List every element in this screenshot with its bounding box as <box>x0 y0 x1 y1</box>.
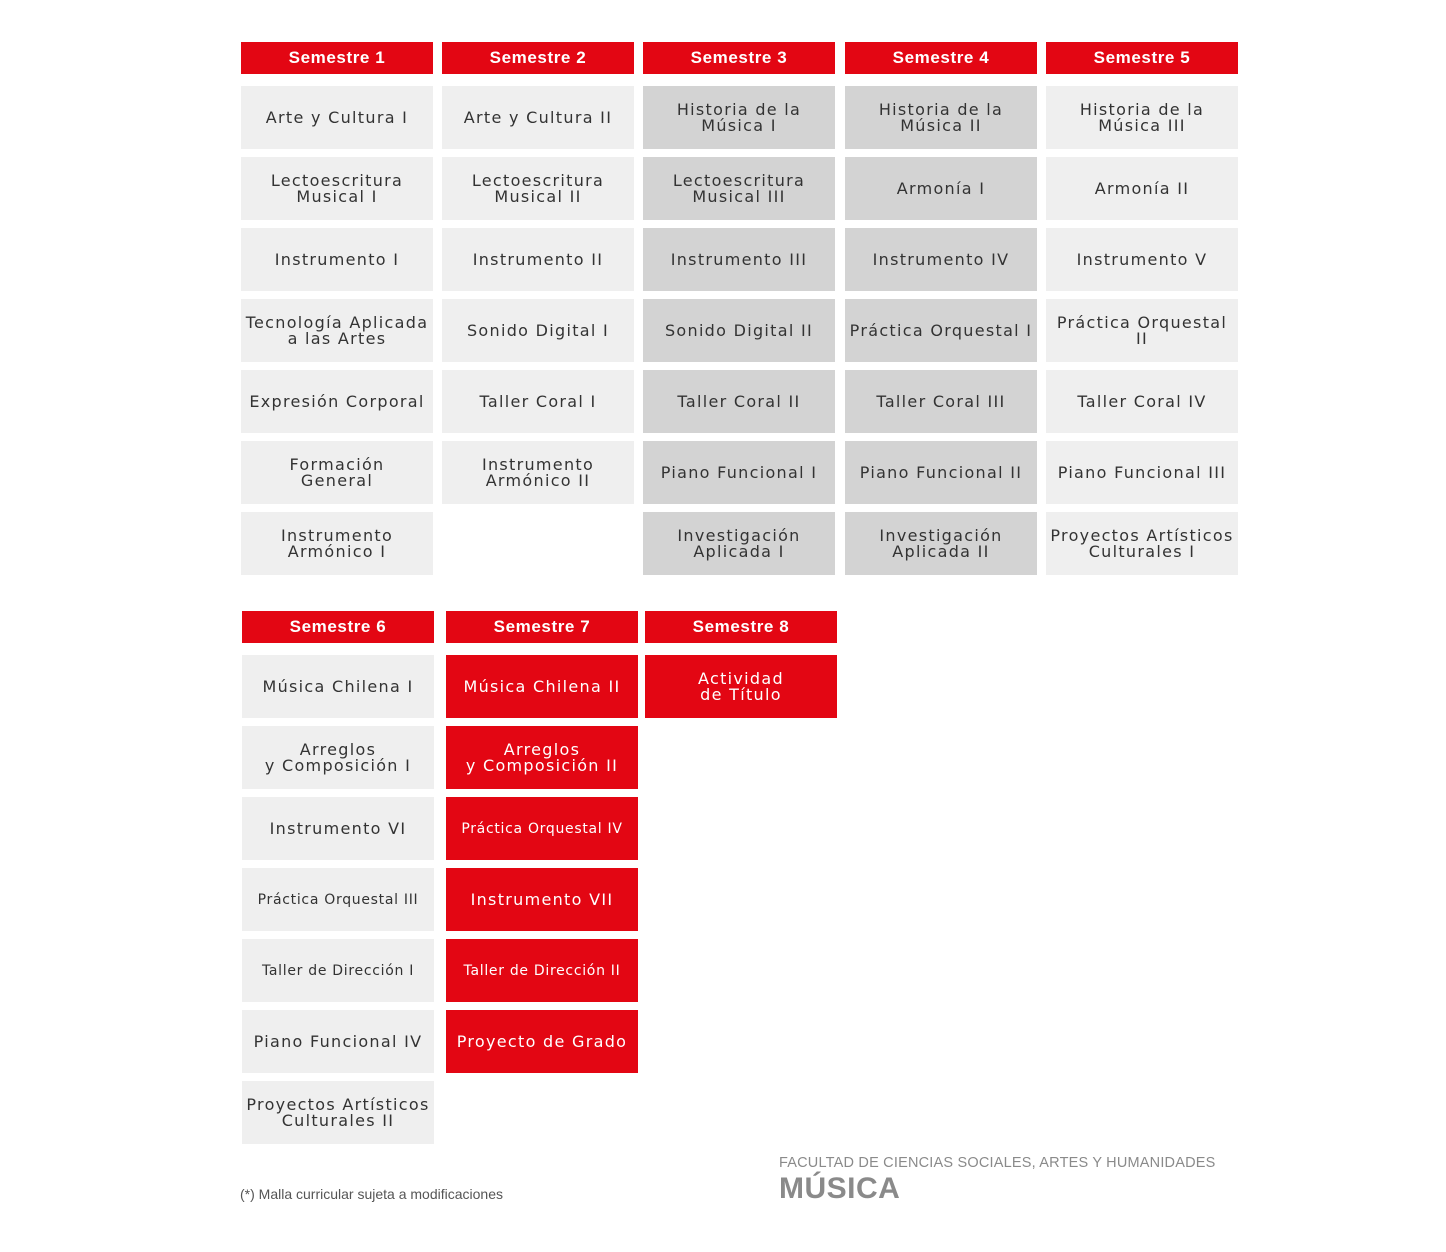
course-cell: Proyectos Artísticos Culturales I <box>1046 512 1238 575</box>
course-cell: Armonía II <box>1046 157 1238 220</box>
course-cell: Arreglos y Composición I <box>242 726 434 789</box>
course-cell: Historia de la Música I <box>643 86 835 149</box>
course-cell: Formación General <box>241 441 433 504</box>
semester-4-column <box>845 42 1037 583</box>
semester-6-column <box>242 611 434 1152</box>
course-cell: Piano Funcional II <box>845 441 1037 504</box>
semester-7-column <box>446 611 638 1081</box>
course-cell: Arte y Cultura II <box>442 86 634 149</box>
course-cell: Historia de la Música III <box>1046 86 1238 149</box>
course-cell: Instrumento Armónico I <box>241 512 433 575</box>
course-cell: Instrumento Armónico II <box>442 441 634 504</box>
semester-header: Semestre 6 <box>242 611 434 643</box>
course-cell: Investigación Aplicada II <box>845 512 1037 575</box>
course-cell: Instrumento I <box>241 228 433 291</box>
semester-header: Semestre 2 <box>442 42 634 74</box>
semester-header: Semestre 5 <box>1046 42 1238 74</box>
course-cell: Proyectos Artísticos Culturales II <box>242 1081 434 1144</box>
course-cell: Taller de Dirección II <box>446 939 638 1002</box>
semester-1-column <box>241 42 433 583</box>
faculty-name: FACULTAD DE CIENCIAS SOCIALES, ARTES Y HUMANIDADES <box>779 1155 1216 1171</box>
course-cell: Investigación Aplicada I <box>643 512 835 575</box>
semester-8-column <box>645 611 837 726</box>
course-cell: Historia de la Música II <box>845 86 1037 149</box>
course-cell: Práctica Orquestal I <box>845 299 1037 362</box>
program-name: MÚSICA <box>779 1172 901 1205</box>
course-cell: Instrumento V <box>1046 228 1238 291</box>
semester-5-column <box>1046 42 1238 583</box>
course-cell: Instrumento III <box>643 228 835 291</box>
course-cell: Lectoescritura Musical III <box>643 157 835 220</box>
semester-3-column <box>643 42 835 583</box>
semester-header: Semestre 7 <box>446 611 638 643</box>
course-cell: Expresión Corporal <box>241 370 433 433</box>
course-cell: Actividad de Título <box>645 655 837 718</box>
course-cell: Proyecto de Grado <box>446 1010 638 1073</box>
course-cell: Práctica Orquestal III <box>242 868 434 931</box>
course-cell: Instrumento IV <box>845 228 1037 291</box>
semester-2-column <box>442 42 634 512</box>
course-cell: Tecnología Aplicada a las Artes <box>241 299 433 362</box>
course-cell: Práctica Orquestal II <box>1046 299 1238 362</box>
semester-header: Semestre 3 <box>643 42 835 74</box>
course-cell: Armonía I <box>845 157 1037 220</box>
course-cell: Práctica Orquestal IV <box>446 797 638 860</box>
course-cell: Música Chilena I <box>242 655 434 718</box>
course-cell: Taller de Dirección I <box>242 939 434 1002</box>
semester-header: Semestre 8 <box>645 611 837 643</box>
course-cell: Instrumento II <box>442 228 634 291</box>
semester-header: Semestre 4 <box>845 42 1037 74</box>
course-cell: Taller Coral II <box>643 370 835 433</box>
course-cell: Taller Coral I <box>442 370 634 433</box>
course-cell: Arte y Cultura I <box>241 86 433 149</box>
disclaimer-note: (*) Malla curricular sujeta a modificaciones <box>240 1186 503 1202</box>
course-cell: Instrumento VI <box>242 797 434 860</box>
course-cell: Piano Funcional III <box>1046 441 1238 504</box>
course-cell: Piano Funcional I <box>643 441 835 504</box>
course-cell: Lectoescritura Musical II <box>442 157 634 220</box>
course-cell: Sonido Digital I <box>442 299 634 362</box>
course-cell: Taller Coral IV <box>1046 370 1238 433</box>
course-cell: Sonido Digital II <box>643 299 835 362</box>
course-cell: Instrumento VII <box>446 868 638 931</box>
course-cell: Piano Funcional IV <box>242 1010 434 1073</box>
course-cell: Taller Coral III <box>845 370 1037 433</box>
course-cell: Arreglos y Composición II <box>446 726 638 789</box>
semester-header: Semestre 1 <box>241 42 433 74</box>
course-cell: Música Chilena II <box>446 655 638 718</box>
course-cell: Lectoescritura Musical I <box>241 157 433 220</box>
